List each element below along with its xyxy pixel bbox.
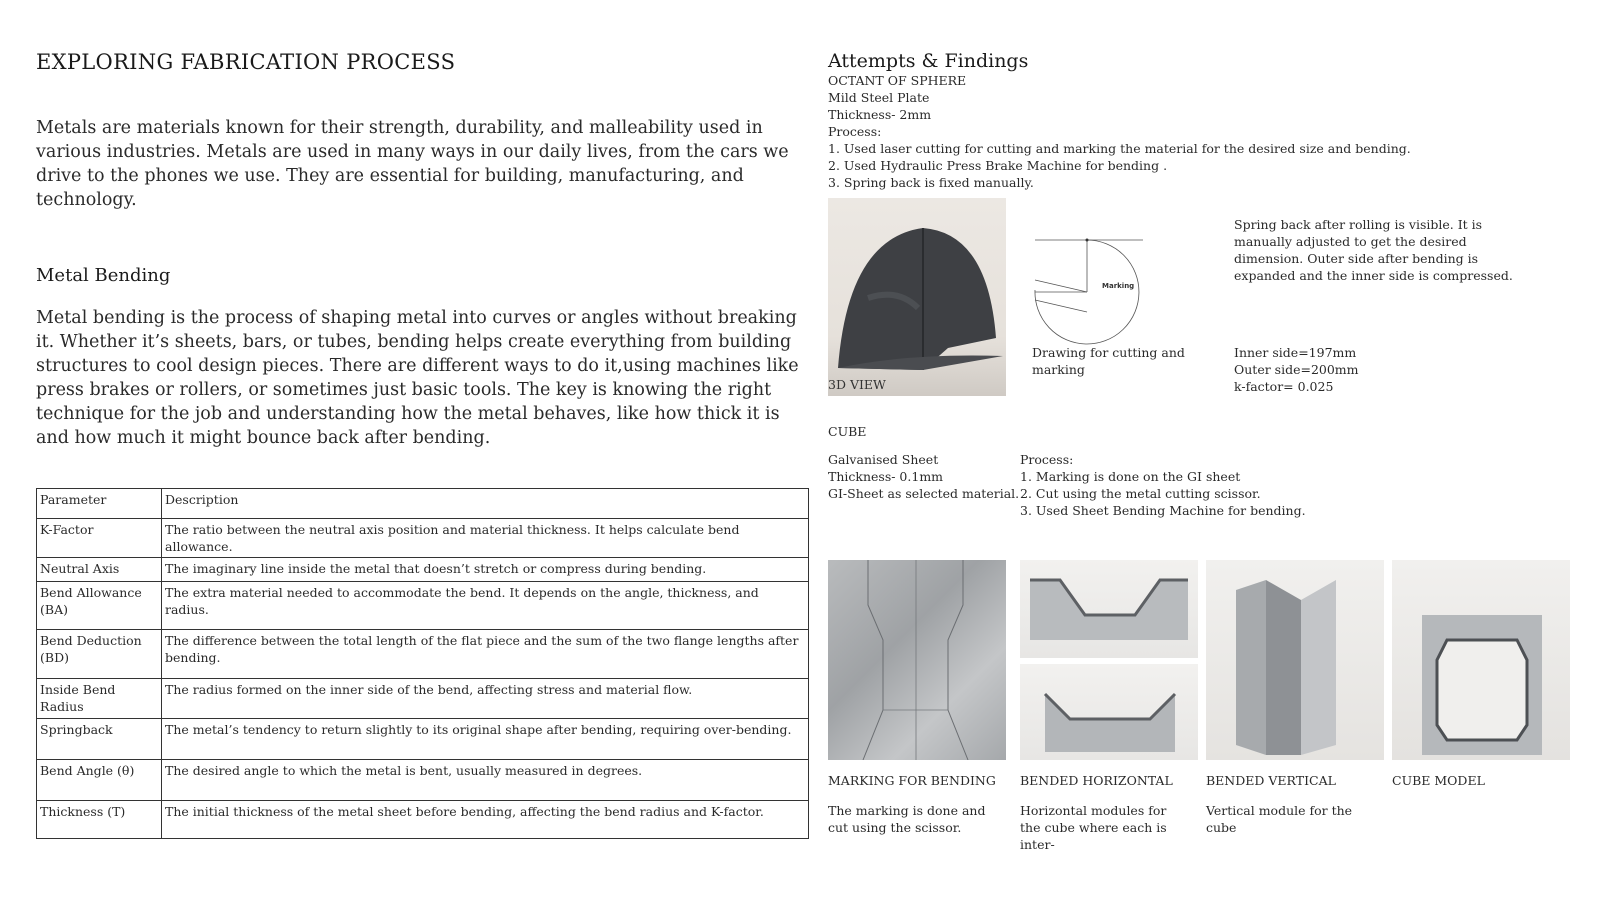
table-row [37, 719, 809, 760]
page-title: EXPLORING FABRICATION PROCESS [36, 50, 456, 74]
table-cell-parameter: Inside Bend Radius [37, 679, 162, 719]
octant-material: Mild Steel Plate [828, 90, 930, 105]
table-header-row [37, 489, 809, 519]
octant-process-label: Process: [828, 124, 882, 139]
table-cell-description: The desired angle to which the metal is bent, usually measured in degrees. [162, 760, 809, 801]
marking-drawing [1030, 230, 1160, 350]
table-cell-description: The radius formed on the inner side of the bend, affecting stress and material flow. [162, 679, 809, 719]
vertical-module-icon [1206, 560, 1384, 760]
panel-title-marking: MARKING FOR BENDING [828, 773, 996, 788]
cube-model-icon [1392, 560, 1570, 760]
marking-photo [828, 560, 1006, 760]
table-row [37, 760, 809, 801]
panel-desc-marking: The marking is done and cut using the scissor. [828, 803, 986, 835]
octant-step: 3. Spring back is fixed manually. [828, 175, 1034, 190]
cube-material-info [828, 451, 1019, 502]
table-cell-description: The imaginary line inside the metal that doesn’t stretch or compress during bending. [162, 558, 809, 582]
table-cell-parameter: Thickness (T) [37, 801, 162, 839]
octant-info [828, 72, 1588, 191]
vertical-photo [1206, 560, 1384, 760]
cube-step: 1. Marking is done on the GI sheet [1020, 469, 1241, 484]
octant-photo [828, 198, 1006, 396]
table-cell-description: The difference between the total length of the flat piece and the sum of the two flange lengths after bending. [162, 630, 809, 679]
table-header-parameter: Parameter [37, 489, 162, 519]
table-cell-parameter: K-Factor [37, 519, 162, 558]
table-cell-parameter: Bend Angle (θ) [37, 760, 162, 801]
octant-heading: OCTANT OF SPHERE [828, 73, 967, 88]
octant-photo-caption: 3D VIEW [828, 377, 886, 392]
panel-desc-vertical: Vertical module for the cube [1206, 803, 1353, 835]
marking-diagram-icon [1030, 230, 1160, 350]
metal-bending-paragraph: Metal bending is the process of shaping metal into curves or angles without breaking it. Whether it’s sheets, bars, or tubes, bending helps create everything from building structures to cool design pieces. There are different ways to do it,using machines like press brakes or rollers, or sometimes just basic tools. The key is knowing the right technique for the job and understanding how the metal behaves, like how thick it is and how much it might bounce back after bending. [36, 308, 799, 448]
cube-heading: CUBE [828, 424, 867, 439]
table-cell-description: The metal’s tendency to return slightly to its original shape after bending, requiring over-bending. [162, 719, 809, 760]
horizontal-module-icon [1020, 664, 1198, 760]
table-cell-parameter: Bend Deduction (BD) [37, 630, 162, 679]
table-cell-parameter: Neutral Axis [37, 558, 162, 582]
marking-label: Marking [1102, 282, 1135, 290]
table-header-description: Description [162, 489, 809, 519]
springback-note: Spring back after rolling is visible. It is manually adjusted to get the desired dimension. Outer side after bending is expanded and the inner side is compressed. [1234, 217, 1513, 283]
table-row [37, 679, 809, 719]
drawing-caption: Drawing for cutting and marking [1032, 345, 1185, 377]
table-cell-parameter: Springback [37, 719, 162, 760]
horizontal-photo-top [1020, 560, 1198, 658]
table-row [37, 630, 809, 679]
table-row [37, 582, 809, 630]
table-cell-description: The initial thickness of the metal sheet before bending, affecting the bend radius and K-factor. [162, 801, 809, 839]
octant-step: 2. Used Hydraulic Press Brake Machine for bending . [828, 158, 1168, 173]
octant-shape-icon [828, 198, 1006, 396]
horizontal-module-icon [1020, 560, 1198, 658]
cube-model-photo [1392, 560, 1570, 760]
panel-title-horizontal: BENDED HORIZONTAL [1020, 773, 1173, 788]
horizontal-photo-bottom [1020, 664, 1198, 760]
cube-process [1020, 451, 1306, 519]
panel-title-cube-model: CUBE MODEL [1392, 773, 1485, 788]
outer-side-value: Outer side=200mm [1234, 362, 1359, 377]
table-row [37, 801, 809, 839]
table-row [37, 519, 809, 558]
attempts-findings-title: Attempts & Findings [828, 50, 1029, 72]
table-row [37, 558, 809, 582]
table-cell-description: The ratio between the neutral axis position and material thickness. It helps calculate bend allowance. [162, 519, 809, 558]
cube-process-label: Process: [1020, 452, 1074, 467]
section-heading-metal-bending: Metal Bending [36, 265, 171, 286]
table-cell-parameter: Bend Allowance (BA) [37, 582, 162, 630]
intro-paragraph: Metals are materials known for their strength, durability, and malleability used in various industries. Metals are used in many ways in our daily lives, from the cars we drive to the phones we use. They are essential for building, manufacturing, and technology. [36, 118, 789, 210]
cube-material: Galvanised Sheet [828, 452, 939, 467]
octant-step: 1. Used laser cutting for cutting and marking the material for the desired size and bending. [828, 141, 1411, 156]
panel-title-vertical: BENDED VERTICAL [1206, 773, 1336, 788]
cube-selected: GI-Sheet as selected material. [828, 486, 1020, 501]
parameter-table [36, 488, 809, 839]
cube-step: 3. Used Sheet Bending Machine for bending. [1020, 503, 1306, 518]
marked-sheet-icon [828, 560, 1006, 760]
cube-step: 2. Cut using the metal cutting scissor. [1020, 486, 1261, 501]
cube-thickness: Thickness- 0.1mm [828, 469, 944, 484]
k-factor-value: k-factor= 0.025 [1234, 379, 1334, 394]
octant-measurements [1234, 344, 1359, 395]
inner-side-value: Inner side=197mm [1234, 345, 1357, 360]
panel-desc-horizontal: Horizontal modules for the cube where each is inter- [1020, 803, 1167, 852]
table-cell-description: The extra material needed to accommodate the bend. It depends on the angle, thickness, and radius. [162, 582, 809, 630]
octant-thickness: Thickness- 2mm [828, 107, 932, 122]
